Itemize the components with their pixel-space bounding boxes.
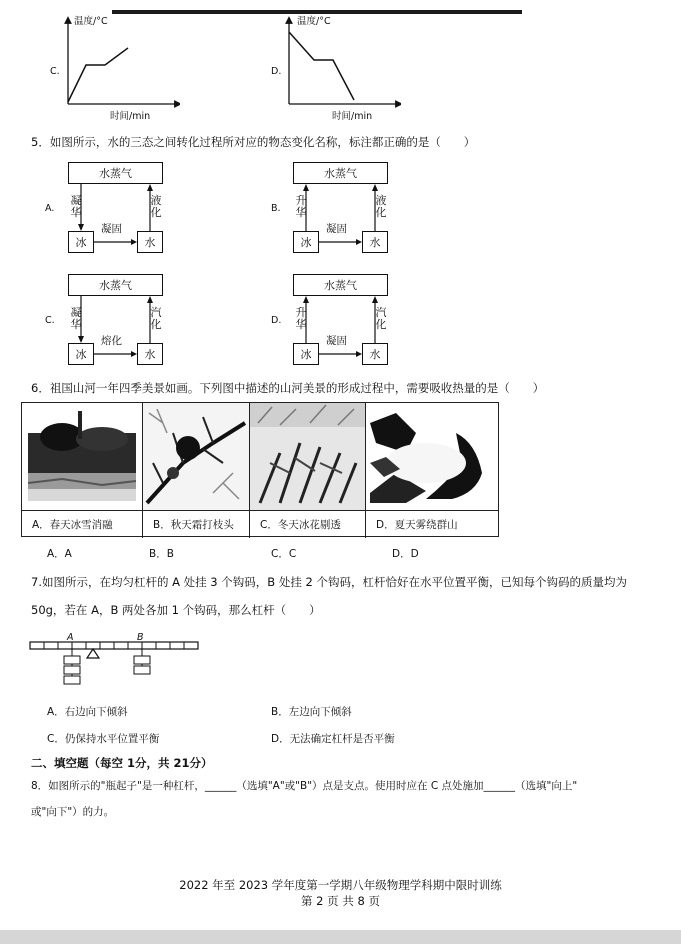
q5-c-ice-box: 冰 (68, 343, 94, 365)
q5-a-bottom-process: 凝固 (101, 223, 122, 235)
q5-a-bottom-arrow (94, 238, 138, 248)
graph-c-ylabel: 温度/°C (74, 16, 108, 27)
q5-c-water-box: 水 (137, 343, 163, 365)
q5-d-bottom-process: 凝固 (326, 335, 347, 347)
q5-c-bottom-arrow (94, 350, 138, 360)
q5-d-left-process: 升华 (295, 306, 307, 331)
q5-d-bottom-arrow (319, 350, 363, 360)
graph-d-xlabel: 时间/min (332, 111, 373, 122)
q6-caption-row (22, 510, 498, 537)
q7-option-c: C．仍保持水平位置平衡 (47, 733, 160, 745)
q7-point-a: A (67, 632, 74, 643)
graph-c-option: C. (50, 66, 60, 77)
question-7-line2: 50g，若在 A，B 两处各加 1 个钩码，那么杠杆（ ） (31, 603, 321, 617)
graph-d-option: D. (271, 66, 282, 77)
question-8-line1: 8．如图所示的"瓶起子"是一种杠杆，______（选填"A"或"B"）点是支点。使用时应在 C 点处施加______（选填"向上" (31, 780, 578, 792)
q6-photo-d (366, 403, 498, 510)
q6-answer-b: B．B (149, 548, 174, 560)
q5-d-water-box: 水 (362, 343, 388, 365)
q5-b-water-box: 水 (362, 231, 388, 253)
q5-b-right-process: 液化 (375, 194, 387, 219)
q5-b-label: B. (271, 203, 281, 214)
q5-d-label: D. (271, 315, 282, 326)
q6-caption-d: D．夏天雾绕群山 (376, 519, 458, 531)
q5-c-right-process: 汽化 (150, 306, 162, 331)
q6-photo-a (22, 403, 143, 510)
graph-c-xlabel: 时间/min (110, 111, 151, 122)
q7-point-b: B (137, 632, 144, 643)
q5-c-label: C. (45, 315, 55, 326)
q5-d-right-process: 汽化 (375, 306, 387, 331)
q6-photo-c (250, 403, 366, 510)
question-7-line1: 7.如图所示，在均匀杠杆的 A 处挂 3 个钩码，B 处挂 2 个钩码，杠杆恰好在水平位置平衡，已知每个钩码的质量均为 (31, 575, 627, 589)
q6-photo-table (21, 402, 499, 537)
section-2-heading: 二、填空题（每空 1分，共 21分） (31, 756, 213, 770)
q6-answer-a: A．A (47, 548, 72, 560)
q5-d-ice-box: 冰 (293, 343, 319, 365)
q5-a-ice-box: 冰 (68, 231, 94, 253)
q5-b-bottom-arrow (319, 238, 363, 248)
question-5-text: 5．如图所示，水的三态之间转化过程所对应的物态变化名称，标注都正确的是（ ） (31, 135, 476, 149)
q5-d-steam-box: 水蒸气 (293, 274, 388, 296)
q5-b-steam-box: 水蒸气 (293, 162, 388, 184)
scan-bottom-margin (0, 930, 681, 944)
q5-b-bottom-process: 凝固 (326, 223, 347, 235)
q5-a-steam-box: 水蒸气 (68, 162, 163, 184)
q5-a-water-box: 水 (137, 231, 163, 253)
q7-option-d: D．无法确定杠杆是否平衡 (271, 733, 395, 745)
q7-option-a: A．右边向下倾斜 (47, 706, 128, 718)
q7-option-b: B．左边向下倾斜 (271, 706, 352, 718)
graph-d-ylabel: 温度/°C (297, 16, 331, 27)
q6-photo-b (143, 403, 250, 510)
q5-b-ice-box: 冰 (293, 231, 319, 253)
footer-page-number: 第 2 页 共 8 页 (301, 894, 380, 908)
q5-a-left-process: 凝华 (70, 194, 82, 219)
q6-answer-d: D．D (392, 548, 419, 560)
q6-caption-b: B．秋天霜打枝头 (143, 511, 250, 538)
q5-c-bottom-process: 熔化 (101, 335, 122, 347)
question-6-text: 6．祖国山河一年四季美景如画。下列图中描述的山河美景的形成过程中，需要吸收热量的是（ ） (31, 381, 545, 395)
q7-lever-diagram (28, 632, 203, 692)
q6-answer-c: C．C (271, 548, 297, 560)
graph-d (281, 14, 401, 114)
q5-c-steam-box: 水蒸气 (68, 274, 163, 296)
graph-c (60, 14, 180, 114)
q5-a-label: A. (45, 203, 55, 214)
question-8-line2: 或"向下"）的力。 (31, 806, 115, 818)
q6-caption-c: C．冬天冰花剔透 (250, 511, 366, 538)
footer-title: 2022 年至 2023 学年度第一学期八年级物理学科期中限时训练 (179, 878, 502, 892)
q5-b-left-process: 升华 (295, 194, 307, 219)
q5-a-right-process: 液化 (150, 194, 162, 219)
q5-c-left-process: 凝华 (70, 306, 82, 331)
q6-caption-a: A．春天冰雪消融 (22, 511, 143, 538)
